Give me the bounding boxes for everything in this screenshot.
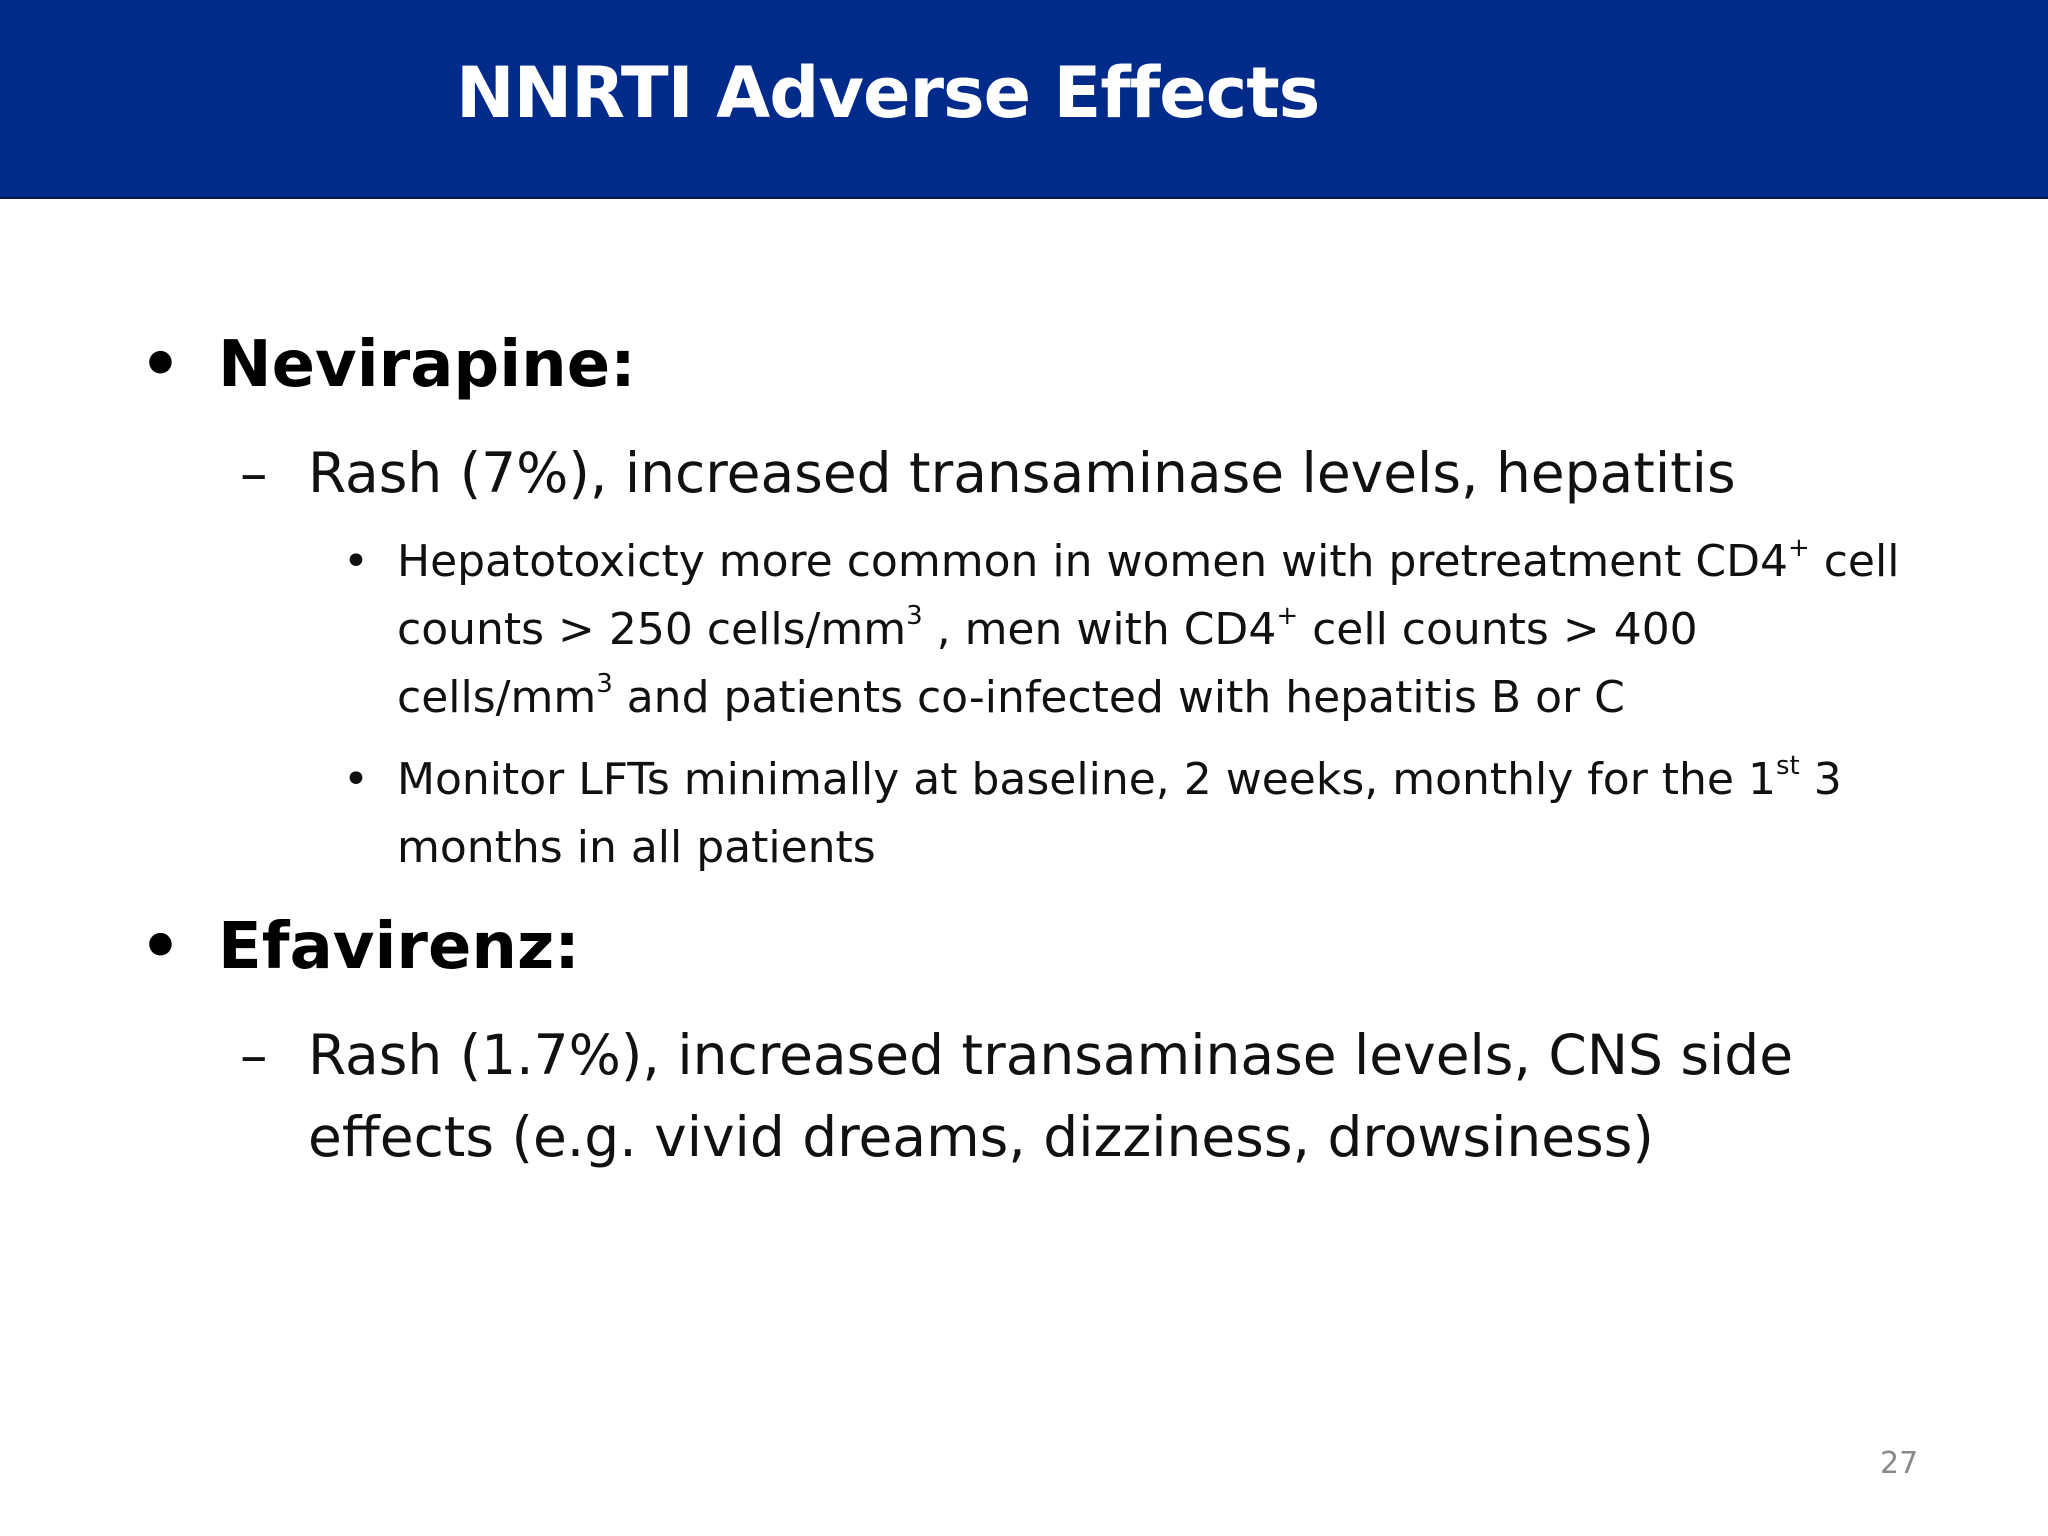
bullet-dot-icon: • — [140, 328, 181, 402]
bullet-dot-icon: • — [343, 754, 369, 805]
page-number: 27 — [1880, 1446, 1919, 1481]
dash-icon: – — [240, 1023, 268, 1087]
bullet-dot-icon: • — [140, 910, 181, 984]
bullet-heading: Efavirenz: — [218, 910, 580, 984]
detail-text: Monitor LFTs minimally at baseline, 2 weeks, monthly for the 1st 3 months in all patients — [397, 751, 1842, 873]
sub-bullet-text: Rash (1.7%), increased transaminase levels, CNS side effects (e.g. vivid dreams, dizziness, drowsiness) — [308, 1023, 1794, 1169]
slide-title: NNRTI Adverse Effects — [456, 52, 1320, 134]
bullet-efavirenz — [140, 910, 580, 984]
bullet-nevirapine — [140, 328, 636, 402]
sub-bullet-efavirenz — [240, 1014, 1860, 1178]
bullet-heading: Nevirapine: — [218, 328, 636, 402]
detail-text: Hepatotoxicty more common in women with pretreatment CD4+ cell counts > 250 cells/$mm^3$ , men with CD4+ cell counts > 400 cells/$mm^3$ and patients co-infected with hepatitis B or C — [397, 533, 1900, 723]
dash-icon: – — [240, 441, 268, 505]
sub-bullet-text: Rash (7%), increased transaminase levels, hepatitis — [308, 441, 1736, 505]
detail-bullet-monitor-lfts — [343, 746, 1903, 882]
sub-bullet-nevirapine — [240, 432, 1860, 514]
bullet-dot-icon: • — [343, 536, 369, 587]
detail-bullet-hepatotoxicity — [343, 528, 1903, 732]
